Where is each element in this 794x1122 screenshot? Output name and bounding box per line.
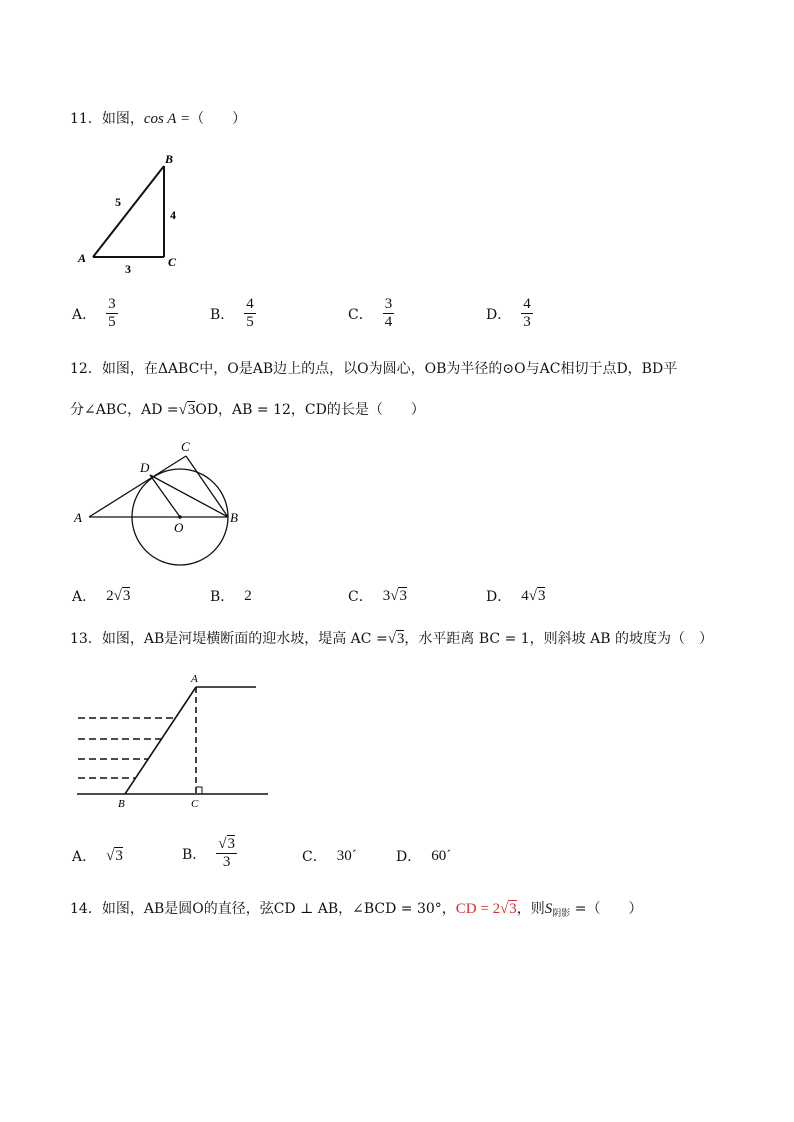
- label-o: O: [174, 520, 184, 535]
- q12-option-d[interactable]: D． 4√3: [486, 587, 546, 605]
- vertex-a: A: [78, 251, 87, 265]
- segment-db: [150, 475, 228, 517]
- label-a: A: [191, 673, 198, 685]
- q11-option-d[interactable]: D． $\frac{4}{3}$: [486, 296, 531, 330]
- side-ab: [93, 166, 164, 257]
- q11-option-a[interactable]: A． $\frac{3}{5}$: [72, 296, 116, 330]
- length-ac: 3: [125, 262, 131, 276]
- q11-triangle-figure: [76, 150, 196, 280]
- question-11-stem: 11．如图，cos A =（ ）: [70, 111, 247, 127]
- q11-option-b[interactable]: B． $\frac{4}{5}$: [210, 296, 254, 330]
- q12-option-b[interactable]: B． 2: [210, 587, 252, 605]
- vertex-c: C: [168, 255, 177, 269]
- label-a: A: [74, 510, 82, 525]
- label-d: D: [140, 460, 150, 475]
- label-c: C: [191, 798, 199, 810]
- q12-option-c[interactable]: C． 3√3: [348, 587, 407, 605]
- length-ab: 5: [115, 195, 121, 209]
- slope-ab: [125, 687, 196, 794]
- q13-option-a[interactable]: A． √3: [72, 847, 123, 865]
- length-bc: 4: [170, 208, 176, 222]
- q13-embankment-figure: [70, 668, 280, 813]
- q12-circle-figure: [72, 434, 262, 574]
- segment-cb: [186, 456, 228, 517]
- vertex-b: B: [165, 152, 174, 166]
- q13-option-c[interactable]: C． 30´: [302, 847, 357, 865]
- question-12-line2: 分∠ABC，AD =√3OD，AB = 12，CD的长是（ ）: [70, 402, 425, 418]
- label-c: C: [181, 439, 190, 454]
- segment-od: [150, 475, 180, 517]
- q13-option-d[interactable]: D． 60´: [396, 847, 452, 865]
- question-13-stem: 13．如图，AB是河堤横断面的迎水坡，堤高 AC =√3，水平距离 BC = 1，则斜坡 AB 的坡度为（ ）: [70, 631, 713, 647]
- q12-option-a[interactable]: A． 2√3: [72, 587, 131, 605]
- q11-option-c[interactable]: C． $\frac{3}{4}$: [348, 296, 393, 330]
- question-14-stem: 14．如图，AB是圆O的直径，弦CD ⊥ AB，∠BCD = 30°，CD = 2√3，则$S_{阴影}$ =（ ）: [70, 901, 643, 919]
- center-o-dot: [178, 515, 182, 519]
- right-angle-mark: [196, 787, 202, 794]
- question-12-line1: 12．如图，在ΔABC中，O是AB边上的点，以O为圆心，OB为半径的⊙O与AC相切于点D，BD平: [70, 361, 678, 377]
- q13-option-b[interactable]: B． $\frac{√3}{3}$: [182, 836, 236, 870]
- label-b: B: [230, 510, 238, 525]
- label-b: B: [118, 798, 125, 810]
